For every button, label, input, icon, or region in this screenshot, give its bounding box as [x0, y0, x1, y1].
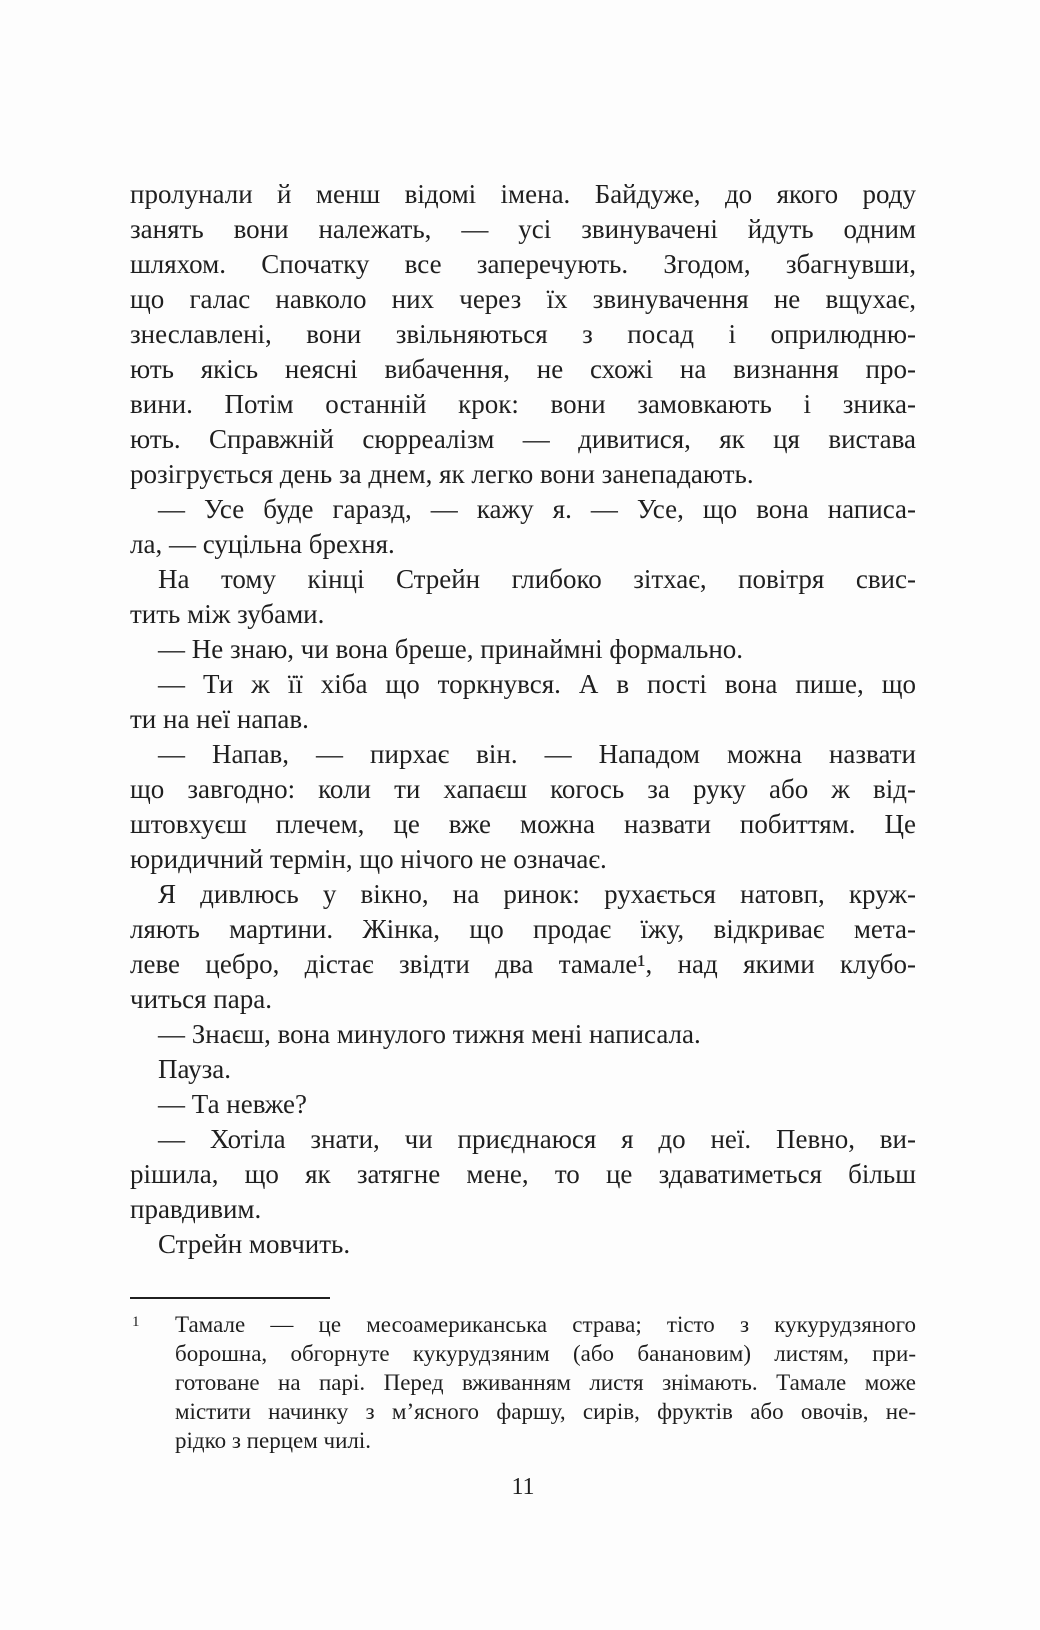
text-line: ють якісь неясні вибачення, не схожі на визнання про- — [130, 354, 916, 384]
footnote-text — [130, 1310, 916, 1455]
text-line: юридичний термін, що нічого не означає. — [130, 844, 607, 874]
text-line: ти на неї напав. — [130, 704, 309, 734]
text-line: Я дивлюсь у вікно, на ринок: рухається натовп, круж- — [158, 879, 916, 909]
footnote-line: рідко з перцем чилі. — [175, 1428, 372, 1453]
paragraph — [130, 177, 916, 492]
text-line: На тому кінці Стрейн глибоко зітхає, повітря свис- — [158, 564, 916, 594]
footnote-line: готоване на парі. Перед вживанням листя знімають. Тамале може — [175, 1370, 916, 1395]
footnote — [130, 1310, 916, 1455]
page-number: 11 — [511, 1474, 535, 1500]
paragraph — [130, 737, 916, 877]
footnote-line: містити начинку з м’ясного фаршу, сирів, фруктів або овочів, не- — [175, 1399, 916, 1424]
text-line: пролунали й менш відомі імена. Байдуже, до якого роду — [130, 179, 916, 209]
paragraph — [130, 1087, 916, 1122]
text-line: шляхом. Спочатку все заперечують. Згодом, збагнувши, — [130, 249, 916, 279]
paragraph — [130, 492, 916, 562]
footnote-line: Тамале — це месоамериканська страва; тісто з кукурудзяного — [175, 1312, 916, 1337]
text-line: ла, — суцільна брехня. — [130, 529, 395, 559]
paragraph — [130, 667, 916, 737]
text-line: Стрейн мовчить. — [158, 1229, 351, 1259]
paragraph — [130, 1122, 916, 1227]
text-line: що галас навколо них через їх звинувачення не вщухає, — [130, 284, 916, 314]
text-line: — Та невже? — [158, 1089, 307, 1119]
footnote-line: борошна, обгорнуте кукурудзяним (або банановим) листям, при- — [175, 1341, 916, 1366]
text-line: — Хотіла знати, чи приєднаюся я до неї. Певно, ви- — [158, 1124, 916, 1154]
text-line: — Не знаю, чи вона бреше, принаймні формально. — [158, 634, 744, 664]
paragraph — [130, 562, 916, 632]
text-line: занять вони належать, — усі звинувачені йдуть одним — [130, 214, 916, 244]
text-line: розігрується день за днем, як легко вони занепадають. — [130, 459, 754, 489]
paragraph — [130, 877, 916, 1017]
text-line: — Усе буде гаразд, — кажу я. — Усе, що вона написа- — [158, 494, 916, 524]
text-line: знеславлені, вони звільняються з посад і оприлюдню- — [130, 319, 916, 349]
text-line: правдивим. — [130, 1194, 262, 1224]
text-line: Пауза. — [158, 1054, 232, 1084]
text-line: ляють мартини. Жінка, що продає їжу, відкриває мета- — [130, 914, 916, 944]
text-line: — Напав, — пирхає він. — Нападом можна назвати — [158, 739, 916, 769]
text-line: штовхуєш плечем, це вже можна назвати побиттям. Це — [130, 809, 916, 839]
text-line: вини. Потім останній крок: вони замовкають і зника- — [130, 389, 916, 419]
paragraph — [130, 1227, 916, 1262]
text-line: леве цебро, дістає звідти два тамале¹, над якими клубо- — [130, 949, 916, 979]
paragraph — [130, 1017, 916, 1052]
text-block — [130, 177, 916, 1262]
text-line: рішила, що як затягне мене, то це здаватиметься більш — [130, 1159, 916, 1189]
text-line: — Знаєш, вона минулого тижня мені написала. — [158, 1019, 701, 1049]
text-line: ють. Справжній сюрреалізм — дивитися, як ця вистава — [130, 424, 916, 454]
paragraph — [130, 1052, 916, 1087]
paragraph — [130, 632, 916, 667]
text-line: тить між зубами. — [130, 599, 325, 629]
footnote-marker: 1 — [132, 1314, 140, 1330]
text-line: що завгодно: коли ти хапаєш когось за руку або ж від- — [130, 774, 916, 804]
text-line: — Ти ж її хіба що торкнувся. А в пості вона пише, що — [158, 669, 916, 699]
text-line: читься пара. — [130, 984, 272, 1014]
footnote-separator — [130, 1297, 330, 1299]
